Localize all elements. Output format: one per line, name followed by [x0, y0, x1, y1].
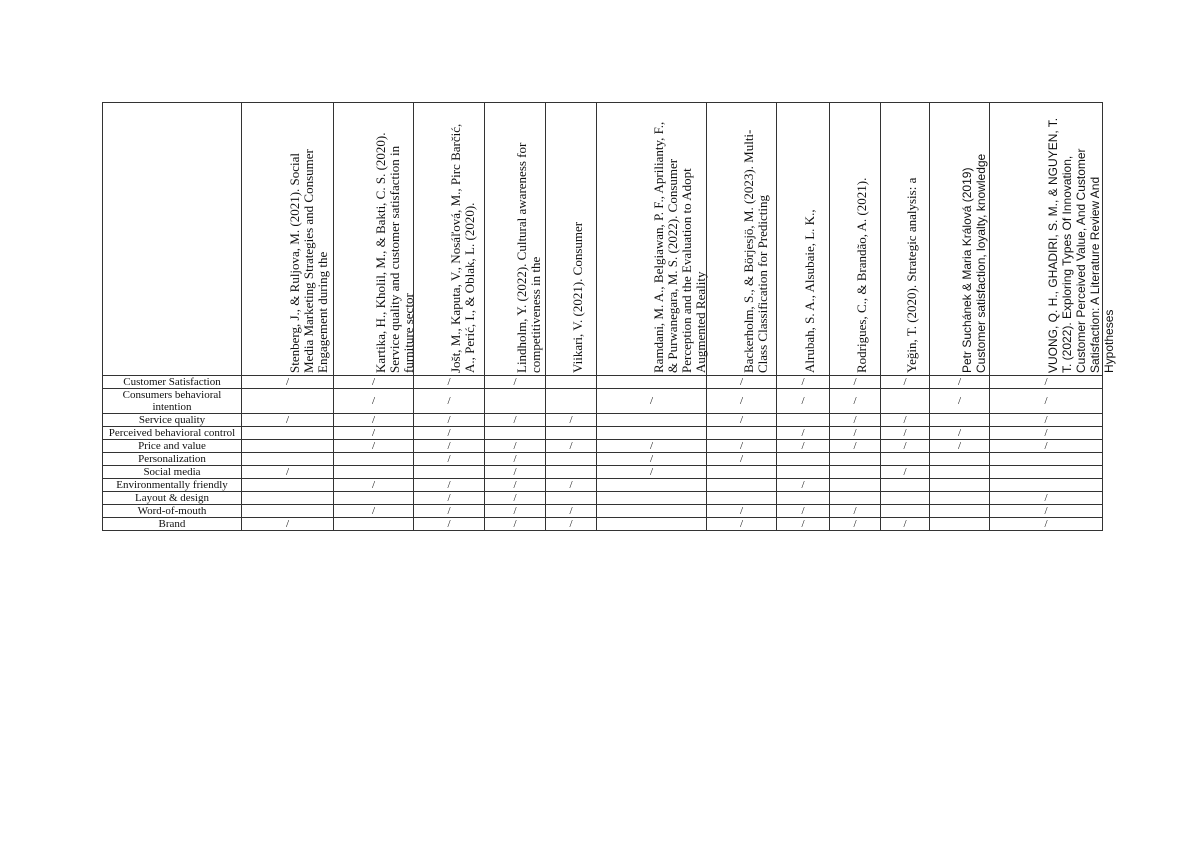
source-header-cell	[707, 103, 777, 376]
table-row	[103, 440, 1103, 453]
check-mark-cell	[777, 414, 830, 427]
criterion-label: Customer Satisfaction	[103, 376, 242, 389]
check-mark-cell: /	[485, 466, 546, 479]
check-mark-cell	[485, 427, 546, 440]
check-mark-cell: /	[334, 376, 414, 389]
check-mark-cell: /	[546, 479, 597, 492]
source-header-cell	[546, 103, 597, 376]
check-mark-cell: /	[242, 376, 334, 389]
check-mark-cell	[707, 479, 777, 492]
check-mark-cell: /	[546, 440, 597, 453]
check-mark-cell: /	[930, 376, 990, 389]
check-mark-cell: /	[334, 505, 414, 518]
check-mark-cell: /	[830, 414, 881, 427]
check-mark-cell: /	[485, 376, 546, 389]
check-mark-cell	[777, 492, 830, 505]
check-mark-cell: /	[414, 479, 485, 492]
check-mark-cell: /	[414, 389, 485, 414]
check-mark-cell	[930, 479, 990, 492]
check-mark-cell	[930, 492, 990, 505]
check-mark-cell	[242, 492, 334, 505]
check-mark-cell: /	[334, 427, 414, 440]
check-mark-cell	[242, 427, 334, 440]
check-mark-cell: /	[414, 414, 485, 427]
check-mark-cell	[242, 505, 334, 518]
check-mark-cell: /	[830, 440, 881, 453]
source-header-cell	[930, 103, 990, 376]
check-mark-cell	[242, 453, 334, 466]
check-mark-cell	[546, 466, 597, 479]
check-mark-cell	[707, 492, 777, 505]
table-row	[103, 479, 1103, 492]
literature-matrix-table	[102, 102, 1116, 531]
check-mark-cell	[830, 453, 881, 466]
source-citation: Ramdani, M. A., Belgiawan, P. F., Aprilianty, F., & Purwanegara, M. S. (2022). Consumer Perception and the Evaluation to Adopt Augmented Reality	[650, 121, 708, 373]
check-mark-cell	[930, 518, 990, 531]
check-mark-cell	[830, 479, 881, 492]
check-mark-cell	[546, 376, 597, 389]
check-mark-cell: /	[777, 440, 830, 453]
check-mark-cell	[990, 466, 1103, 479]
source-header-cell	[242, 103, 334, 376]
check-mark-cell: /	[597, 466, 707, 479]
source-citation: Jošt, M., Kaputa, V., Nosáľová, M., Pirc Barčić, A., Perić, I., & Oblak, L. (2020).	[448, 123, 477, 373]
check-mark-cell: /	[242, 414, 334, 427]
header-row	[103, 103, 1103, 376]
source-header-cell	[485, 103, 546, 376]
check-mark-cell	[334, 453, 414, 466]
check-mark-cell	[546, 427, 597, 440]
check-mark-cell: /	[414, 505, 485, 518]
check-mark-cell: /	[830, 518, 881, 531]
check-mark-cell: /	[485, 492, 546, 505]
check-mark-cell	[242, 389, 334, 414]
table-row	[103, 492, 1103, 505]
check-mark-cell: /	[485, 440, 546, 453]
check-mark-cell: /	[990, 505, 1103, 518]
check-mark-cell: /	[830, 389, 881, 414]
check-mark-cell: /	[990, 414, 1103, 427]
criterion-label: Price and value	[103, 440, 242, 453]
check-mark-cell	[777, 453, 830, 466]
check-mark-cell: /	[707, 453, 777, 466]
check-mark-cell: /	[334, 440, 414, 453]
check-mark-cell: /	[485, 518, 546, 531]
check-mark-cell: /	[597, 440, 707, 453]
check-mark-cell	[777, 466, 830, 479]
criterion-label: Perceived behavioral control	[103, 427, 242, 440]
criterion-label: Personalization	[103, 453, 242, 466]
check-mark-cell: /	[777, 389, 830, 414]
table-row	[103, 414, 1103, 427]
check-mark-cell	[597, 518, 707, 531]
source-header-cell	[881, 103, 930, 376]
check-mark-cell: /	[414, 440, 485, 453]
check-mark-cell	[990, 453, 1103, 466]
check-mark-cell: /	[777, 518, 830, 531]
criterion-label: Service quality	[103, 414, 242, 427]
criterion-label: Social media	[103, 466, 242, 479]
check-mark-cell: /	[881, 427, 930, 440]
check-mark-cell	[881, 492, 930, 505]
table-row	[103, 466, 1103, 479]
check-mark-cell: /	[777, 479, 830, 492]
table-row	[103, 427, 1103, 440]
check-mark-cell: /	[485, 414, 546, 427]
check-mark-cell: /	[990, 492, 1103, 505]
check-mark-cell	[597, 505, 707, 518]
check-mark-cell: /	[990, 427, 1103, 440]
check-mark-cell	[334, 492, 414, 505]
source-citation: Viikari, V. (2021). Consumer	[570, 221, 585, 373]
check-mark-cell	[242, 479, 334, 492]
check-mark-cell	[597, 479, 707, 492]
source-header-cell	[990, 103, 1116, 376]
check-mark-cell: /	[707, 518, 777, 531]
check-mark-cell: /	[334, 414, 414, 427]
check-mark-cell: /	[930, 427, 990, 440]
check-mark-cell	[930, 505, 990, 518]
source-citation: Kartika, H., Kholil, M., & Bakti, C. S. (2020). Service quality and customer satisfaction in furniture sector	[372, 132, 416, 373]
source-citation: Stenberg, J., & Ruljova, M. (2021). Social Media Marketing Strategies and Consumer Engagement during the	[286, 149, 330, 373]
check-mark-cell: /	[777, 376, 830, 389]
source-header-cell	[777, 103, 830, 376]
criterion-label: Layout & design	[103, 492, 242, 505]
check-mark-cell: /	[597, 389, 707, 414]
check-mark-cell	[334, 466, 414, 479]
source-header-cell	[414, 103, 485, 376]
corner-cell	[103, 103, 242, 376]
criterion-label: Word-of-mouth	[103, 505, 242, 518]
check-mark-cell: /	[990, 440, 1103, 453]
check-mark-cell	[930, 414, 990, 427]
check-mark-cell: /	[707, 440, 777, 453]
check-mark-cell: /	[485, 479, 546, 492]
check-mark-cell: /	[242, 518, 334, 531]
check-mark-cell: /	[990, 376, 1103, 389]
check-mark-cell: /	[707, 505, 777, 518]
source-citation: Alrubah, S. A., Alsubaie, L. K.,	[802, 209, 817, 373]
check-mark-cell	[485, 389, 546, 414]
check-mark-cell: /	[707, 414, 777, 427]
check-mark-cell: /	[707, 389, 777, 414]
check-mark-cell: /	[597, 453, 707, 466]
check-mark-cell: /	[881, 440, 930, 453]
check-mark-cell: /	[707, 376, 777, 389]
source-citation: Petr Suchánek & Maria Králová (2019) Customer satisfaction, loyalty, knowledge	[959, 153, 988, 373]
check-mark-cell: /	[830, 427, 881, 440]
check-mark-cell	[881, 453, 930, 466]
table-row	[103, 376, 1103, 389]
check-mark-cell: /	[881, 518, 930, 531]
check-mark-cell	[881, 389, 930, 414]
table-row	[103, 518, 1103, 531]
check-mark-cell	[597, 492, 707, 505]
check-mark-cell: /	[485, 453, 546, 466]
table-row	[103, 389, 1103, 414]
source-citation: VUONG, Q. H., GHADIRI, S. M., & NGUYEN, T. T. (2022). Exploring Types Of Innovation, Customer Perceived Value, And Customer Satisfaction: A Literature Review And Hypotheses	[1046, 117, 1116, 373]
source-citation: Lindholm, Y. (2022). Cultural awareness for competitiveness in the	[514, 142, 543, 373]
check-mark-cell: /	[930, 389, 990, 414]
check-mark-cell	[881, 479, 930, 492]
source-citation: Rodrigues, C., & Brandão, A. (2021).	[854, 177, 869, 373]
check-mark-cell: /	[334, 389, 414, 414]
check-mark-cell	[830, 492, 881, 505]
check-mark-cell	[546, 453, 597, 466]
check-mark-cell: /	[414, 427, 485, 440]
check-mark-cell: /	[546, 518, 597, 531]
criterion-label: Consumers behavioral intention	[103, 389, 242, 414]
table-row	[103, 453, 1103, 466]
check-mark-cell	[707, 427, 777, 440]
check-mark-cell: /	[881, 466, 930, 479]
check-mark-cell	[546, 492, 597, 505]
check-mark-cell: /	[414, 492, 485, 505]
source-header-cell	[334, 103, 414, 376]
source-header-cell	[830, 103, 881, 376]
check-mark-cell: /	[546, 505, 597, 518]
check-mark-cell: /	[414, 376, 485, 389]
check-mark-cell: /	[830, 376, 881, 389]
check-mark-cell	[242, 440, 334, 453]
check-mark-cell	[881, 505, 930, 518]
check-mark-cell: /	[242, 466, 334, 479]
check-mark-cell	[414, 466, 485, 479]
source-citation: Backerholm, S., & Börjesjö, M. (2023). Multi-Class Classification for Predicting	[740, 129, 770, 373]
table-row	[103, 505, 1103, 518]
check-mark-cell: /	[414, 518, 485, 531]
check-mark-cell: /	[930, 440, 990, 453]
check-mark-cell: /	[334, 479, 414, 492]
check-mark-cell	[597, 376, 707, 389]
criterion-label: Environmentally friendly	[103, 479, 242, 492]
check-mark-cell: /	[990, 389, 1103, 414]
check-mark-cell	[597, 427, 707, 440]
check-mark-cell	[930, 466, 990, 479]
check-mark-cell: /	[546, 414, 597, 427]
check-mark-cell: /	[414, 453, 485, 466]
check-mark-cell: /	[990, 518, 1103, 531]
check-mark-cell: /	[881, 414, 930, 427]
check-mark-cell	[930, 453, 990, 466]
check-mark-cell	[334, 518, 414, 531]
check-mark-cell	[990, 479, 1103, 492]
check-mark-cell	[546, 389, 597, 414]
check-mark-cell	[707, 466, 777, 479]
source-citation: Yeğin, T. (2020). Strategic analysis: a	[904, 177, 919, 373]
source-header-cell	[597, 103, 707, 376]
check-mark-cell: /	[881, 376, 930, 389]
criterion-label: Brand	[103, 518, 242, 531]
check-mark-cell: /	[485, 505, 546, 518]
check-mark-cell	[830, 466, 881, 479]
check-mark-cell: /	[777, 427, 830, 440]
check-mark-cell: /	[830, 505, 881, 518]
check-mark-cell: /	[777, 505, 830, 518]
check-mark-cell	[597, 414, 707, 427]
